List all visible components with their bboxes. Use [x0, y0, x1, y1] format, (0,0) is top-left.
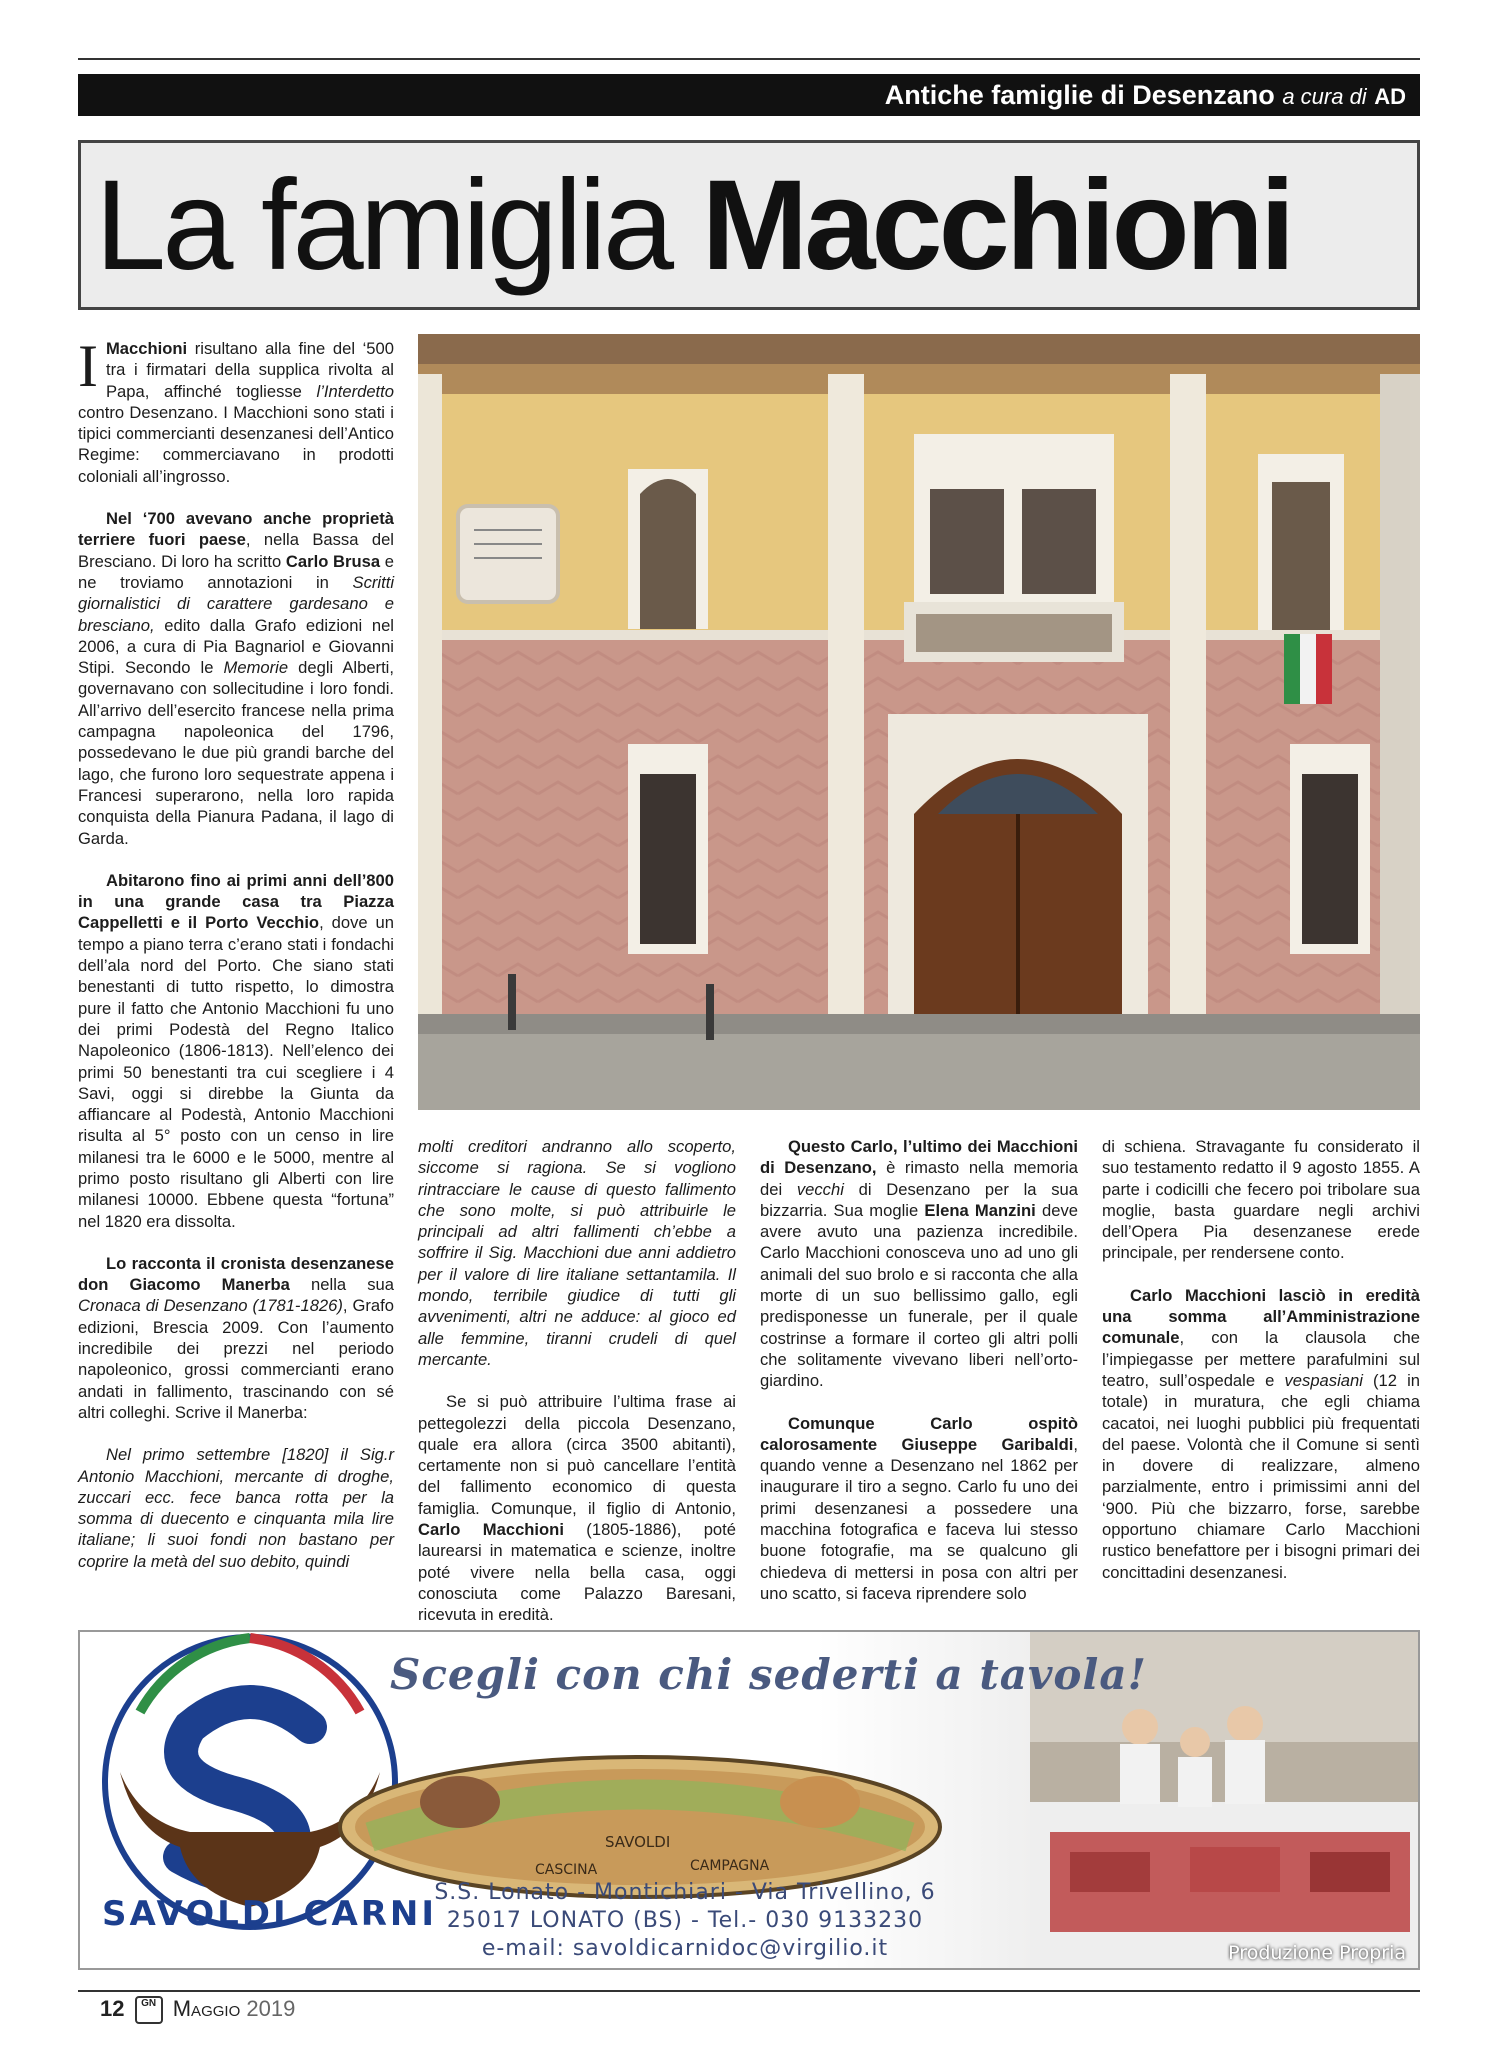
p3-bold: Abitarono fino ai primi anni dell’800 in una grande casa tra Piazza Cappelletti e il Porto Vecchio [78, 870, 394, 933]
section-bar [78, 74, 1420, 116]
p7-bold: Comunque Carlo ospitò calorosamente Giuseppe Garibaldi [760, 1413, 1078, 1454]
magazine-logo-icon: GN [135, 1996, 163, 2024]
p6-text-b: di Desenzano per la sua bizzarria. Sua moglie [760, 1179, 1078, 1220]
building-photo [418, 334, 1420, 1110]
ad-sign-campagna: CAMPAGNA [690, 1858, 770, 1874]
p6-italic: vecchi [796, 1179, 844, 1199]
column-1 [78, 333, 394, 1593]
paragraph-2 [78, 508, 394, 849]
ad-slogan: Scegli con chi sederti a tavola! [390, 1650, 1147, 1699]
column-2 [418, 1136, 736, 1647]
p9-text-a: , con la clausola che l’impiegasse per mettere parafulmini sul teatro, sull’ospedale e [1102, 1328, 1420, 1390]
page-number: 12 [100, 1996, 125, 2021]
quote-part-1: Nel primo settembre [1820] il Sig.r Antonio Macchioni, mercante di droghe, zuccari ecc. fece banca rotta per la somma di duecento e cinquanta mila lire italiane; li suoi fondi non bastano per coprire la metà del suo debito, quindi [78, 1445, 394, 1571]
page-footer [100, 1996, 295, 2024]
ad-email[interactable]: e-mail: savoldicarnidoc@virgilio.it [481, 1936, 889, 1961]
bottom-rule [78, 1990, 1420, 1992]
ad-address-line-2: 25017 LONATO (BS) - Tel.- 030 9133230 [446, 1908, 924, 1933]
p4-text-a: nella sua [289, 1275, 394, 1295]
drop-cap: I [78, 333, 98, 399]
ad-produzione-propria: Produzione Propria [1228, 1942, 1406, 1964]
p1-bold: Macchioni [105, 339, 188, 358]
title-light: La famiglia [95, 154, 670, 297]
ad-address-line-1: S.S. Lonato - Montichiari - Via Trivellino, 6 [434, 1880, 936, 1905]
section-author: AD [1374, 84, 1406, 109]
p9-bold: Carlo Macchioni lasciò in eredità una somma all’Amministrazione comunale [1102, 1285, 1420, 1348]
paragraph-4 [78, 1253, 394, 1423]
paragraph-1 [78, 333, 394, 487]
p5-text-b: (1805-1886), poté laurearsi in matematica e scienze, inoltre poté vivere nella bella casa, oggi conosciuta come Palazzo Baresani, ricevuta in eredità. [418, 1520, 736, 1625]
p9-text-b: (12 in totale) in muratura, che egli chiama cacatoi, nei luoghi pubblici più frequentati del paese. Volontà che il Comune si sentì in dovere di realizzare, almeno parzialmente, entro i primissimi anni del ‘900. Più che bizzarro, forse, sarebbe opportuno chiamare Carlo Macchioni rustico benefattore per i bisogni primari dei concittadini desenzanesi. [1102, 1370, 1421, 1582]
p2-text-d: degli Alberti, governavano con sollecitudine i loro fondi. All’arrivo dell’esercito francese nella prima campagna napoleonica del 1796, possedevano le due più grandi barche del lago, che furono loro sequestrate appena i Francesi superarono, nella loro rapida conquista della Pianura Padana, il lago di Garda. [78, 658, 394, 848]
page-title [95, 151, 1291, 301]
paragraph-8: di schiena. Stravagante fu considerato il suo testamento redatto il 9 agosto 1855. A parte i codicilli che fecero poi tribolare sua moglie, basta guardare negli archivi dell’Opera Pia desenzanese erede principale, per rendersene conto. [1102, 1137, 1420, 1263]
p2-italic-2: Memorie [223, 658, 289, 678]
p4-italic: Cronaca di Desenzano (1781-1826) [78, 1296, 343, 1316]
advertisement-savoldi[interactable] [78, 1630, 1420, 1970]
p2-text-c: edito dalla Grafo edizioni nel 2006, a cura di Pia Bagnariol e Giovanni Stipi. Secondo le [78, 615, 394, 678]
p1-text-a: risultano alla fine del ‘500 tra i firmatari della supplica rivolta al Papa, affinché togliesse [105, 339, 394, 401]
p1-italic: l’Interdetto [316, 381, 394, 401]
section-title: Antiche famiglie di Desenzano [884, 80, 1275, 110]
column-3 [760, 1136, 1078, 1625]
p4-bold: Lo racconta il cronista desenzanese don Giacomo Manerba [78, 1253, 394, 1295]
section-cura: a cura di [1282, 84, 1367, 109]
issue-month: Maggio [172, 1996, 241, 2021]
p9-italic: vespasiani [1284, 1370, 1363, 1390]
paragraph-5 [418, 1391, 736, 1625]
paragraph-6 [760, 1136, 1078, 1392]
ad-sign-cascina: CASCINA [535, 1862, 598, 1878]
p1-text-b: contro Desenzano. I Macchioni sono stati i tipici commercianti desenzanesi dell’Antico Regime: commerciavano in prodotti coloniali all’ingrosso. [78, 402, 394, 486]
paragraph-9 [1102, 1285, 1420, 1583]
column-4 [1102, 1136, 1420, 1604]
paragraph-3 [78, 870, 394, 1232]
p6-text-c: deve avere avuto una pazienza incredibile. Carlo Macchioni conosceva uno ad uno gli animali del suo brolo e si racconta che alla morte di un suo bellissimo gallo, egli predisponesse un funerale, per il quale costrinse a formare il corteo gli altri polli che solitamente vivevano liberi nell’orto-giardino. [760, 1200, 1078, 1391]
p2-bold-2: Carlo Brusa [285, 551, 381, 571]
p7-text: , quando venne a Desenzano nel 1862 per inaugurare il tiro a segno. Carlo fu uno dei primi desenzanesi a possedere una macchina fotografica e faceva lui stesso buone fotografie, ma se qualcuno gli chiedeva di mettersi in posa con altri per uno scatto, si faceva riprendere solo [760, 1434, 1078, 1603]
p2-bold: Nel ‘700 avevano anche proprietà terriere fuori paese [78, 509, 394, 550]
p6-text-a: è rimasto nella memoria dei [760, 1158, 1078, 1199]
title-bold: Macchioni [701, 154, 1292, 297]
p5-text-a: Se si può attribuire l’ultima frase ai pettegolezzi della piccola Desenzano, quale era allora (circa 3500 abitanti), certamente non si può cancellare l’entità del fallimento economico di questa famiglia. Comunque, il figlio di Antonio, [418, 1392, 736, 1518]
ad-sign-savoldi: SAVOLDI [605, 1833, 671, 1851]
p5-bold: Carlo Macchioni [418, 1520, 564, 1540]
top-rule [78, 58, 1420, 60]
p2-text-b: e ne troviamo annotazioni in [78, 551, 394, 592]
p2-italic: Scritti giornalistici di carattere gardesano e bresciano, [78, 572, 394, 635]
ad-brand: SAVOLDI CARNI [102, 1894, 438, 1934]
p3-text: , dove un tempo a piano terra c’erano stati i fondachi dell’ala nord del Porto. Che siano stati benestanti di tutto rispetto, lo dimostra pure il fatto che Antonio Macchioni fu uno dei primi Podestà del Regno Italico Napoleonico (1806-1813). Nell’elenco dei primi 50 benestanti tra cui sceglierе i 4 Savi, oggi si direbbe la Giunta da affiancare al Podestà, Antonio Macchioni risulta al 5° posto con un censo in lire milanesi tra le 6000 e le 5000, mentre al primo posto risultano gli Alberti con lire milanesi 10000. Ebbene questa “fortuna” nel 1820 era dissolta. [78, 913, 394, 1231]
p2-text-a: , nella Bassa del Bresciano. Di loro ha scritto [78, 530, 394, 571]
palazzo-baresani-image [418, 334, 1420, 1110]
p4-text-b: , Grafo edizioni, Brescia 2009. Con l’aumento incredibile dei prezzi nel periodo napoleonico, grossi commercianti erano andati in fallimento, trascinando con sé altri colleghi. Scrive il Manerba: [78, 1296, 394, 1422]
issue-year: 2019 [246, 1996, 296, 2021]
p6-bold-2: Elena Manzini [924, 1200, 1036, 1220]
quote-part-2: molti creditori andranno allo scoperto, siccome si ragiona. Se si vogliono rintracciare le cause di questo fallimento che sono molte, si può attribuirle le principali ad altri fallimenti ch’ebbe a soffrire il Sig. Macchioni due anni addietro per il valore di lire italiane settantamila. Il mondo, terribile giudice di tutti gli avvenimenti, altri ne adduce: al gioco ed alle femmine, tiranni crudeli di quel mercante. [418, 1137, 736, 1369]
p6-bold: Questo Carlo, l’ultimo dei Macchioni di Desenzano, [760, 1137, 1078, 1178]
paragraph-7 [760, 1413, 1078, 1605]
title-box [78, 140, 1420, 310]
